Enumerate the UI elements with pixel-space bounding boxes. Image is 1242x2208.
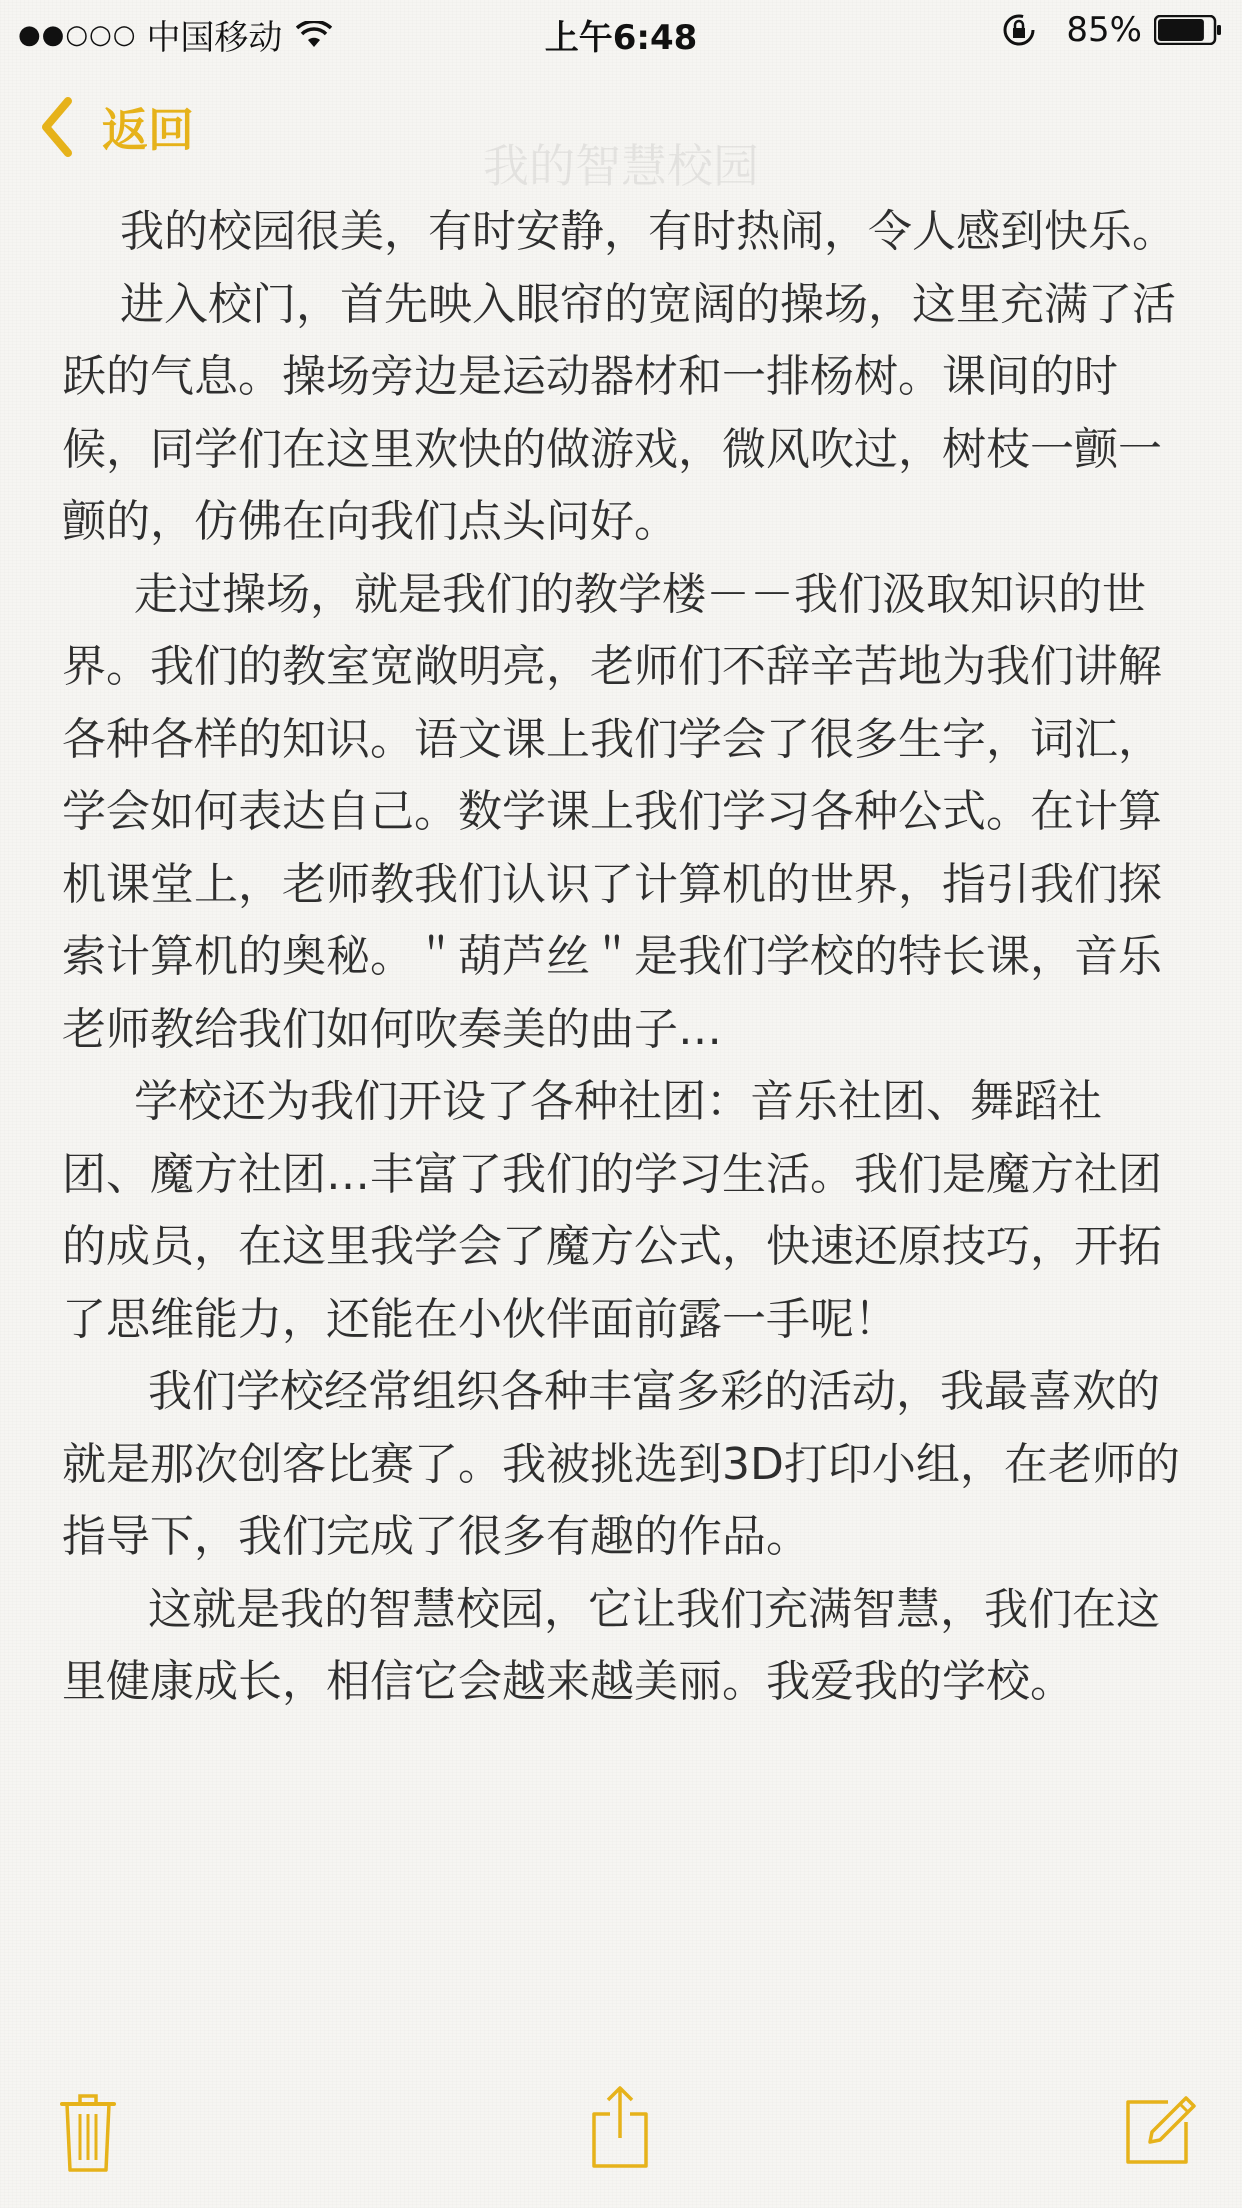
status-time: 上午6:48 <box>544 18 698 58</box>
compose-icon[interactable] <box>1124 2090 1198 2166</box>
note-paragraph-5: 我们学校经常组织各种丰富多彩的活动，我最喜欢的就是那次创客比赛了。我被挑选到3D打印小组，在老师的指导下，我们完成了很多有趣的作品。 <box>62 1366 1180 1562</box>
battery-percent: 85% <box>1066 10 1142 50</box>
carrier-name: 中国移动 <box>146 18 283 58</box>
trash-icon[interactable] <box>58 2090 118 2174</box>
status-right <box>1002 10 1222 50</box>
share-icon[interactable] <box>590 2084 650 2170</box>
note-paragraph-6: 这就是我的智慧校园，它让我们充满智慧，我们在这里健康成长，相信它会越来越美丽。我爱我的学校。 <box>62 1583 1160 1707</box>
signal-strength-icon: ●●○○○ <box>18 19 137 50</box>
battery-icon <box>1154 15 1222 45</box>
note-paragraph-3: 走过操场，就是我们的教学楼－－我们汲取知识的世界。我们的教室宽敞明亮，老师们不辞辛苦地为我们讲解各种各样的知识。语文课上我们学会了很多生字，词汇，学会如何表达自己。数学课上我们学习各种公式。在计算机课堂上，老师教我们认识了计算机的世界，指引我们探索计算机的奥秘。＂葫芦丝＂是我们学校的特长课，音乐老师教给我们如何吹奏美的曲子… <box>62 568 1162 1055</box>
navigation-bar <box>0 80 1242 193</box>
note-paragraph-4: 学校还为我们开设了各种社团：音乐社团、舞蹈社团、魔方社团…丰富了我们的学习生活。我们是魔方社团的成员，在这里我学会了魔方公式，快速还原技巧，开拓了思维能力，还能在小伙伴面前露一手呢！ <box>62 1076 1162 1345</box>
note-paragraph-1: 我的校园很美，有时安静，有时热闹，令人感到快乐。 <box>120 206 1176 257</box>
status-bar <box>0 0 1242 60</box>
back-label: 返回 <box>102 103 194 157</box>
bottom-toolbar <box>0 2090 1242 2208</box>
note-body[interactable] <box>62 196 1182 1719</box>
rotation-lock-icon <box>1002 13 1036 47</box>
note-paragraph-2: 进入校门，首先映入眼帘的宽阔的操场，这里充满了活跃的气息。操场旁边是运动器材和一排杨树。课间的时候，同学们在这里欢快的做游戏，微风吹过，树枝一颤一颤的，仿佛在向我们点头问好。 <box>62 278 1176 547</box>
faded-note-title: 我的智慧校园 <box>483 139 759 193</box>
